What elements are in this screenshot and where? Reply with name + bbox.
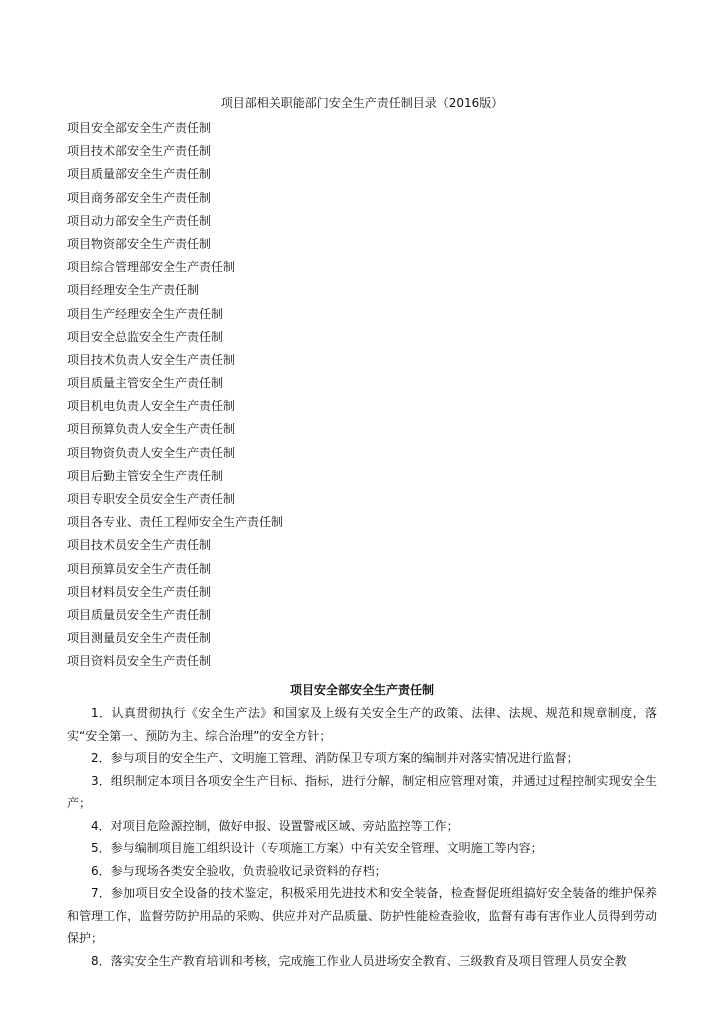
- toc-item: 项目预算负责人安全生产责任制: [67, 422, 236, 437]
- toc-item: 项目后勤主管安全生产责任制: [67, 468, 224, 483]
- toc-item: 项目材料员安全生产责任制: [67, 584, 212, 599]
- toc-item: 项目测量员安全生产责任制: [67, 631, 212, 646]
- toc-item: 项目技术部安全生产责任制: [67, 144, 212, 159]
- toc-item: 项目专职安全员安全生产责任制: [67, 492, 236, 506]
- toc-item: 项目生产经理安全生产责任制: [67, 306, 224, 321]
- toc-item: 项目商务部安全生产责任制: [67, 190, 212, 205]
- toc-item: 项目质量员安全生产责任制: [67, 607, 212, 622]
- table-of-contents: [67, 117, 283, 674]
- paragraph: 7．参加项目安全设备的技术鉴定，积极采用先进技术和安全装备，检查督促班组搞好安全装备的维护保养和管理工作，监督劳防护用品的采购、供应并对产品质量、防护性能检查验收，监督有毒有害作业人员得到劳动保护；: [67, 886, 657, 945]
- paragraph: 1．认真贯彻执行《安全生产法》和国家及上级有关安全生产的政策、法律、法规、规范和规章制度，落实“安全第一、预防为主、综合治理”的安全方针；: [67, 706, 657, 743]
- paragraph: 3．组织制定本项目各项安全生产目标、指标，进行分解，制定相应管理对策，并通过过程控制实现安全生产；: [67, 773, 657, 810]
- section-body: [67, 702, 657, 972]
- toc-item: 项目质量部安全生产责任制: [67, 167, 212, 182]
- toc-item: 项目经理安全生产责任制: [67, 283, 200, 298]
- toc-item: 项目质量主管安全生产责任制: [67, 376, 224, 391]
- toc-item: 项目安全总监安全生产责任制: [67, 329, 224, 344]
- paragraph: 8．落实安全生产教育培训和考核，完成施工作业人员进场安全教育、三级教育及项目管理人员安全教: [91, 953, 627, 968]
- paragraph: 4．对项目危险源控制，做好申报、设置警戒区域、旁站监控等工作；: [91, 818, 459, 833]
- section-title: 项目安全部安全生产责任制: [289, 683, 434, 697]
- toc-item: 项目机电负责人安全生产责任制: [67, 399, 236, 414]
- toc-item: 项目安全部安全生产责任制: [67, 121, 212, 135]
- toc-item: 项目技术负责人安全生产责任制: [67, 352, 236, 367]
- toc-item: 项目物资部安全生产责任制: [67, 236, 212, 251]
- paragraph: 5．参与编制项目施工组织设计（专项施工方案）中有关安全管理、文明施工等内容；: [91, 841, 543, 855]
- toc-item: 项目综合管理部安全生产责任制: [67, 260, 236, 275]
- toc-item: 项目物资负责人安全生产责任制: [67, 445, 236, 460]
- paragraph: 6．参与现场各类安全验收，负责验收记录资料的存档；: [91, 863, 387, 878]
- toc-item: 项目各专业、责任工程师安全生产责任制: [67, 515, 284, 530]
- paragraph: 2．参与项目的安全生产、文明施工管理、消防保卫专项方案的编制并对落实情况进行监督；: [91, 751, 579, 765]
- toc-item: 项目预算员安全生产责任制: [67, 561, 212, 576]
- toc-item: 项目资料员安全生产责任制: [67, 654, 212, 669]
- toc-item: 项目技术员安全生产责任制: [67, 538, 212, 553]
- toc-item: 项目动力部安全生产责任制: [67, 213, 212, 228]
- document-title: 项目部相关职能部门安全生产责任制目录（2016版）: [220, 96, 504, 110]
